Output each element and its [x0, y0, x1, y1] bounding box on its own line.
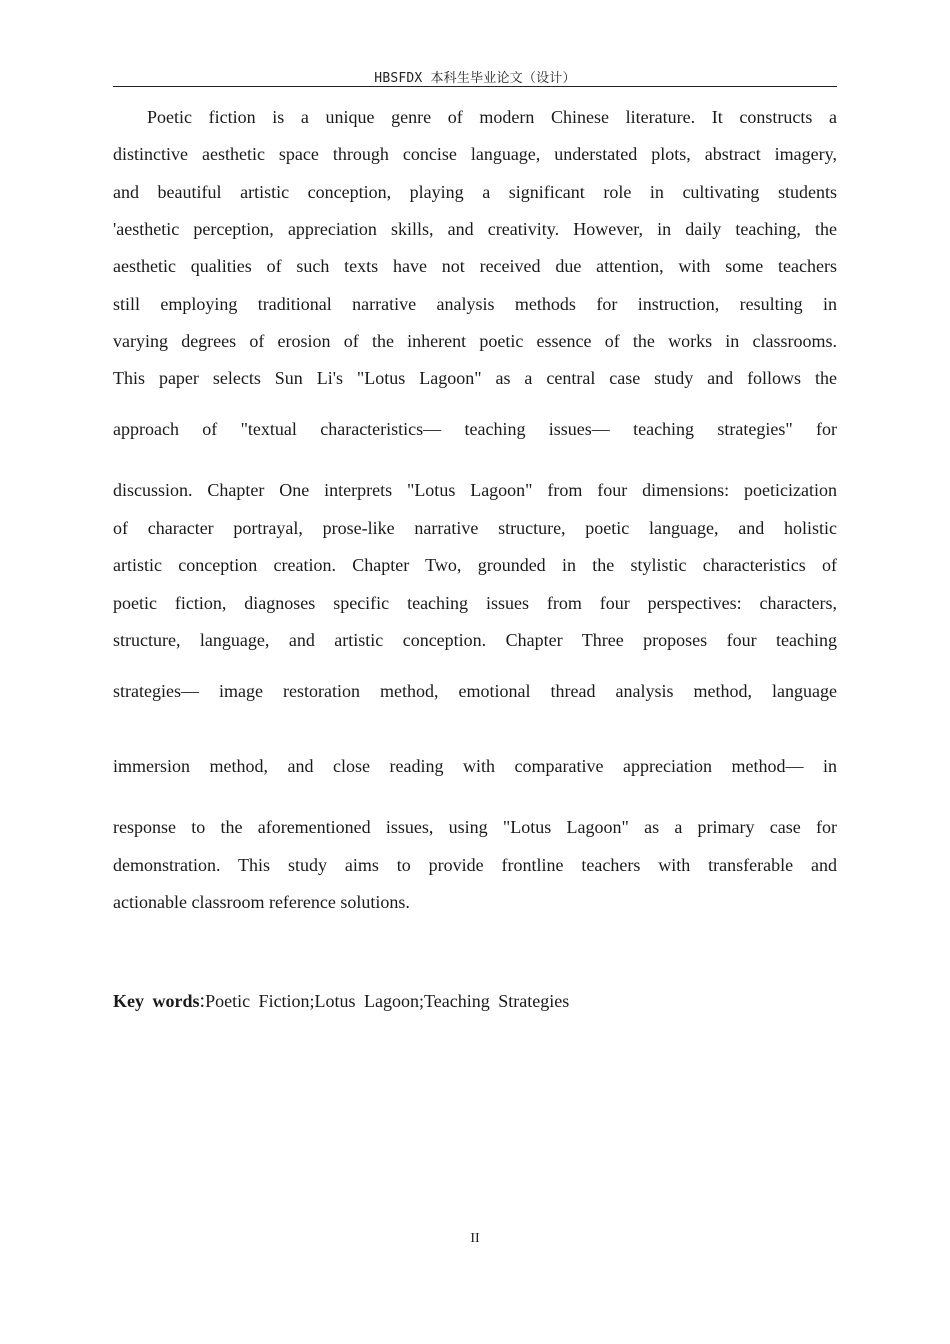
abstract-line: structure, language, and artistic conception. Chapter Three proposes four teaching — [113, 630, 837, 650]
abstract-line: and beautiful artistic conception, playing a significant role in cultivating students — [113, 182, 837, 202]
header-rule — [113, 86, 837, 87]
abstract-line: artistic conception creation. Chapter Two, grounded in the stylistic characteristics of — [113, 555, 837, 575]
abstract-line: response to the aforementioned issues, using "Lotus Lagoon" as a primary case for — [113, 817, 837, 837]
abstract-line: 'aesthetic perception, appreciation skills, and creativity. However, in daily teaching, the — [113, 219, 837, 239]
abstract-line: distinctive aesthetic space through concise language, understated plots, abstract imagery, — [113, 144, 837, 164]
abstract-line: discussion. Chapter One interprets "Lotus Lagoon" from four dimensions: poeticization — [113, 480, 837, 500]
abstract-body — [113, 98, 837, 921]
abstract-line: strategies— image restoration method, emotional thread analysis method, language — [113, 681, 837, 701]
abstract-line: of character portrayal, prose-like narrative structure, poetic language, and holistic — [113, 518, 837, 538]
abstract-line: Poetic fiction is a unique genre of modern Chinese literature. It constructs a — [147, 107, 837, 127]
abstract-line: poetic fiction, diagnoses specific teaching issues from four perspectives: characters, — [113, 593, 837, 613]
abstract-line: still employing traditional narrative analysis methods for instruction, resulting in — [113, 294, 837, 314]
keywords-line — [113, 990, 569, 1013]
abstract-line: varying degrees of erosion of the inherent poetic essence of the works in classrooms. — [113, 331, 837, 351]
keywords-colon: : — [199, 990, 206, 1012]
keywords-value: Poetic Fiction;Lotus Lagoon;Teaching Strategies — [205, 991, 570, 1011]
running-header: HBSFDX 本科生毕业论文（设计） — [374, 71, 576, 86]
keywords-label: Key words — [113, 991, 200, 1011]
abstract-line: This paper selects Sun Li's "Lotus Lagoon" as a central case study and follows the — [113, 368, 837, 388]
abstract-line: actionable classroom reference solutions. — [113, 892, 410, 912]
abstract-line: approach of "textual characteristics— teaching issues— teaching strategies" for — [113, 419, 837, 439]
abstract-line: demonstration. This study aims to provide frontline teachers with transferable and — [113, 855, 837, 875]
abstract-line: aesthetic qualities of such texts have not received due attention, with some teachers — [113, 256, 837, 276]
page-number: II — [470, 1231, 480, 1246]
abstract-line: immersion method, and close reading with comparative appreciation method— in — [113, 756, 837, 776]
